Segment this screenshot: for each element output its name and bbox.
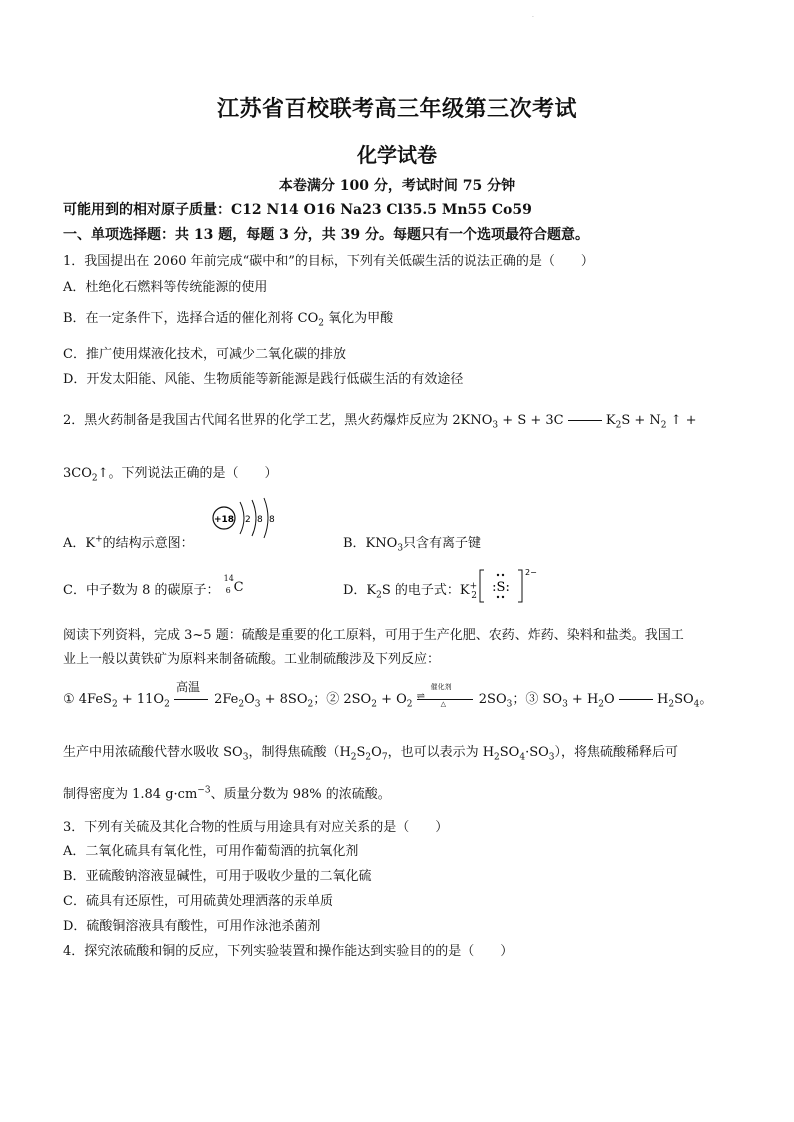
isotope-mass: 14 <box>223 574 234 583</box>
q3-stem: 3．下列有关硫及其化合物的性质与用途具有对应关系的是（ ） <box>63 820 449 835</box>
exam-info: 本卷满分 100 分，考试时间 75 分钟 <box>278 178 516 194</box>
q2-option-a-text: 的结构示意图： <box>102 536 194 551</box>
q2-option-a-label: A．K <box>63 536 96 551</box>
q2-option-b-label: B．KNO <box>343 536 398 551</box>
passage-line5: 制得密度为 1.84 $g\cdot cm^{-3}$、质量分数为 98% 的浓硫酸。 <box>63 785 391 802</box>
isotope-symbol: C <box>233 580 244 595</box>
passage-line5-a: 制得密度为 1.84 g·cm <box>63 787 198 802</box>
q2-stem-line2: $3CO_2↑$。下列说法正确的是（ ） <box>63 466 278 484</box>
q2-option-d-label: D．K <box>343 583 377 598</box>
passage-reactions: ① $4FeS_2 + 11O_2$ 高温 $2Fe_2O_3 + 8SO_2$；② $2SO_2 + O_2$ 催化剂 ⇌ △ $2SO_3$；③ $SO_3 + H_2O$ $H_2SO_4$。 <box>63 680 713 710</box>
q3-option-a: A．二氧化硫具有氧化性，可用作葡萄酒的抗氧化剂 <box>63 844 359 859</box>
q2-option-d: D．$K_2S$ 的电子式：$K^+_2$ <box>343 581 478 601</box>
passage-line4: 生产中用浓硫酸代替水吸收 $SO_3$，制得焦硫酸（$H_2S_2O_7$，也可以表示为 $H_2SO_4\cdot SO_3$），将焦硫酸稀释后可 <box>63 745 679 763</box>
ion-charge: 2− <box>525 568 537 577</box>
q2-stem-co2: 3CO <box>63 466 92 481</box>
q3-option-b: B．亚硫酸钠溶液显碱性，可用于吸收少量的二氧化硫 <box>63 869 372 884</box>
corner-mark: · <box>532 14 534 21</box>
passage-line5-b: 、质量分数为 98% 的浓硫酸。 <box>210 787 391 802</box>
passage-line1: 阅读下列资料，完成 3~5 题：硫酸是重要的化工原料，可用于生产化肥、农药、炸药、染料和盐类。我国工 <box>63 628 684 643</box>
q2-option-b: B．$KNO_3$只含有离子键 <box>343 536 482 554</box>
q1-option-b-tail: 氧化为甲酸 <box>324 311 394 326</box>
q2-stem-tail: ↑。下列说法正确的是（ ） <box>97 466 278 481</box>
q1-option-a: A．杜绝化石燃料等传统能源的使用 <box>63 280 268 295</box>
q2-option-c <box>63 574 244 598</box>
passage-line2: 业上一般以黄铁矿为原料来制备硫酸。工业制硫酸涉及下列反应： <box>63 652 441 667</box>
shell-1-count: 2 <box>245 515 251 525</box>
q2-stem: 2．黑火药制备是我国古代闻名世界的化学工艺，黑火药爆炸反应为 $2KNO_3 + S + 3C$ $K_2S + N_2$ ↑ + <box>63 413 697 431</box>
q3-option-d: D．硫酸铜溶液具有酸性，可用作泳池杀菌剂 <box>63 919 321 934</box>
q2-option-d-text: S 的电子式：K <box>381 583 470 598</box>
q1-option-b <box>63 307 394 329</box>
q1-option-c: C．推广使用煤液化技术，可减少二氧化碳的排放 <box>63 347 346 362</box>
passage-line4-a: 生产中用浓硫酸代替水吸收 SO <box>63 745 243 760</box>
high-temp-arrow <box>174 680 210 707</box>
shell-2-count: 8 <box>257 515 263 525</box>
q2-option-c-label: C．中子数为 8 的碳原子： <box>63 583 220 598</box>
passage-line4-b: ，制得焦硫酸（H <box>248 745 351 760</box>
q1-option-d: D．开发太阳能、风能、生物质能等新能源是践行低碳生活的有效途径 <box>63 372 464 387</box>
reaction-1: ① $4FeS_2 + 11O_2$ <box>63 692 170 710</box>
q1-option-b-text: B．在一定条件下，选择合适的催化剂将 CO <box>63 311 319 326</box>
q3-option-c: C．硫具有还原性，可用硫黄处理洒落的汞单质 <box>63 894 333 909</box>
sulfide-electron-dot-diagram <box>478 564 540 606</box>
catalyst-label: 催化剂 <box>430 683 452 691</box>
high-temp-label: 高温 <box>175 680 200 694</box>
passage-line4-c: ，也可以表示为 H <box>387 745 495 760</box>
isotope-notation <box>223 574 244 595</box>
atomic-masses: 可能用到的相对原子质量：C12 N14 O16 Na23 Cl35.5 Mn55 Co59 <box>63 202 532 218</box>
section-heading: 一、单项选择题：共 13 题，每题 3 分，共 39 分。每题只有一个选项最符合题意。 <box>63 227 589 243</box>
sulfur-symbol: :S: <box>492 580 510 595</box>
exam-subtitle: 化学试卷 <box>357 143 437 167</box>
q4-stem: 4．探究浓硫酸和铜的反应，下列实验装置和操作能达到实验目的的是（ ） <box>63 944 514 959</box>
exam-title: 江苏省百校联考高三年级第三次考试 <box>216 96 577 122</box>
q1-option-b-sub: 2 <box>318 318 325 329</box>
isotope-number: 6 <box>225 586 231 595</box>
q2-option-a: A．K+的结构示意图： <box>63 534 194 551</box>
catalyst-arrow: 催化剂 ⇌ △ <box>417 692 475 707</box>
q2-option-b-text: 只含有离子键 <box>403 536 482 551</box>
q1-stem: 1．我国提出在 2060 年前完成“碳中和”的目标，下列有关低碳生活的说法正确的是（ ） <box>63 254 594 269</box>
nucleus-charge: +18 <box>213 515 235 525</box>
heat-label: △ <box>440 700 447 708</box>
passage-line4-d: ），将焦硫酸稀释后可 <box>554 745 679 760</box>
potassium-ion-structure-diagram <box>210 494 280 544</box>
q2-stem-text: 2．黑火药制备是我国古代闻名世界的化学工艺，黑火药爆炸反应为 2KNO <box>63 413 493 428</box>
shell-3-count: 8 <box>269 515 275 525</box>
